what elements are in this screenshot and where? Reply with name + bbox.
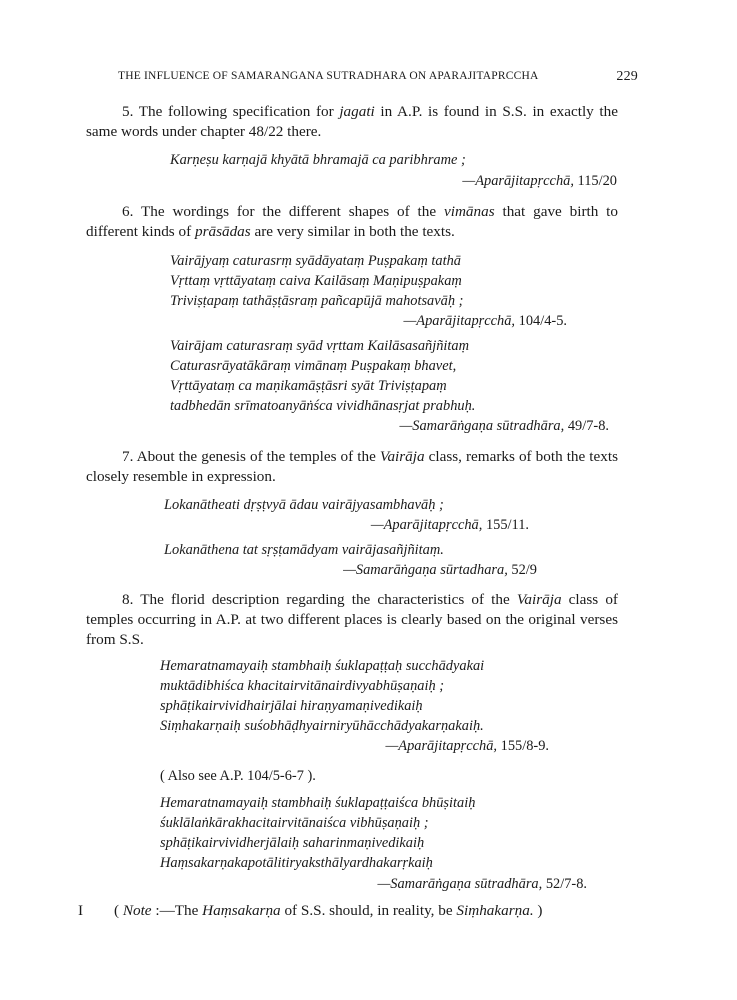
paragraph-text: About the genesis of the temples of the — [136, 448, 380, 465]
citation-reference: 104/4-5. — [518, 313, 567, 329]
verse-line: Lokanātheati dṛṣṭvyā ādau vairājyasambhavāḥ ; — [164, 497, 444, 513]
paragraph-6 — [86, 202, 618, 242]
verse-line: Vṛttāyataṃ ca maṇikamāṣṭāsri syāt Triviṣṭapaṃ — [170, 378, 447, 394]
verse-line: Vairājam caturasraṃ syād vṛttam Kailāsasañjñitaṃ — [170, 338, 470, 354]
verse-line: sphāṭikairvividherjālaiḥ saharinmaṇivedikaiḥ — [160, 835, 425, 851]
verse-line: sphāṭikairvividhairjālai hiraṇyamaṇivedikaiḥ — [160, 698, 423, 714]
verse-block — [170, 150, 466, 170]
citation-reference: 115/20 — [577, 173, 617, 189]
note-close: ) — [533, 902, 543, 919]
citation-reference: 155/11. — [485, 517, 529, 533]
citation-source: —Aparājitapṛcchā, — [403, 313, 516, 329]
citation-source: —Samarāṅgaṇa sūtradhāra, — [377, 876, 543, 892]
paragraph-8 — [86, 590, 618, 650]
paragraph-text: class of temples occurring in A.P. at two different places is clearly based on the original verses from S.S. — [86, 591, 618, 648]
verse-block — [160, 793, 475, 873]
also-see-note: ( Also see A.P. 104/5-6-7 ). — [160, 768, 316, 784]
verse-citation — [343, 562, 537, 579]
verse-citation — [385, 738, 549, 755]
sanskrit-term: Vairāja — [516, 591, 562, 608]
citation-source: —Aparājitapṛcchā, — [385, 738, 498, 754]
paragraph-number: 8. — [122, 591, 134, 608]
note-middle: of S.S. should, in reality, be — [280, 902, 457, 919]
citation-source: —Samarāṅgaṇa sūtradhāra, — [399, 418, 565, 434]
verse-citation — [462, 173, 617, 190]
running-header — [118, 70, 638, 82]
paragraph-text: The following specification for — [138, 103, 340, 120]
sanskrit-term: Siṃhakarṇa. — [456, 902, 534, 919]
sanskrit-term: Haṃsakarṇa — [202, 902, 281, 919]
verse-line: Karṇeṣu karṇajā khyātā bhramajā ca paribhrame ; — [170, 152, 466, 168]
verse-line: Caturasrāyatākāraṃ vimānaṃ Puṣpakaṃ bhavet, — [170, 358, 457, 374]
verse-block — [170, 251, 463, 311]
verse-block — [170, 336, 475, 416]
verse-line: Haṃsakarṇakapotālitiryaksthālyardhakarṛkaiḥ — [160, 855, 433, 871]
verse-line: Hemaratnamayaiḥ stambhaiḥ śuklapaṭṭaḥ succhādyakai — [160, 658, 485, 674]
note-open: ( — [114, 902, 123, 919]
note-label: Note — [122, 902, 152, 919]
paragraph-text: The wordings for the different shapes of the — [140, 203, 444, 220]
paragraph-text: class, remarks of both the texts closely resemble in expression. — [86, 448, 618, 485]
sanskrit-term: vimānas — [443, 203, 495, 220]
paragraph-text: The florid description regarding the characteristics of the — [140, 591, 517, 608]
citation-source: —Aparājitapṛcchā, — [462, 173, 574, 189]
paragraph-text: are very similar in both the texts. — [250, 223, 455, 240]
verse-citation — [403, 313, 567, 330]
citation-source: —Aparājitapṛcchā, — [370, 517, 483, 533]
running-title: THE INFLUENCE OF SAMARANGANA SUTRADHARA ON APARAJITAPRCCHA — [118, 70, 539, 82]
sanskrit-term: jagati — [339, 103, 375, 120]
verse-line: Vṛttaṃ vṛttāyataṃ caiva Kailāsaṃ Maṇipuṣpakaṃ — [170, 273, 462, 289]
paragraph-text: that gave birth to different kinds of — [86, 203, 618, 240]
verse-block — [164, 495, 444, 515]
page-number: 229 — [616, 69, 638, 84]
margin-mark: I — [78, 902, 84, 919]
verse-block — [160, 656, 484, 736]
paragraph-number: 6. — [122, 203, 134, 220]
verse-citation — [378, 876, 588, 893]
paragraph-5 — [86, 102, 618, 142]
paragraph-7 — [86, 447, 618, 487]
citation-reference: 49/7-8. — [567, 418, 609, 434]
verse-line: Siṃhakarṇaiḥ suśobhāḍhyairniryūhācchādyakarṇakaiḥ. — [160, 718, 484, 734]
verse-line: Hemaratnamayaiḥ stambhaiḥ śuklapaṭṭaiśca bhūṣitaiḥ — [160, 795, 476, 811]
verse-citation — [400, 418, 610, 435]
citation-reference: 52/7-8. — [545, 876, 587, 892]
verse-citation — [371, 517, 529, 534]
verse-line: Lokanāthena tat sṛṣṭamādyam vairājasañjñitaṃ. — [164, 542, 444, 558]
verse-line: Triviṣṭapaṃ tathāṣṭāsraṃ pañcapūjā mahotsavāḥ ; — [170, 293, 464, 309]
sanskrit-term: prāsādas — [194, 223, 251, 240]
verse-line: Vairājyaṃ caturasrṃ syādāyataṃ Puṣpakaṃ tathā — [170, 253, 461, 269]
paragraph-number: 7. — [122, 448, 134, 465]
sanskrit-term: Vairāja — [379, 448, 425, 465]
paragraph-text: in A.P. is found in S.S. in exactly the same words under chapter 48/22 there. — [86, 103, 618, 140]
citation-reference: 52/9 — [511, 562, 537, 578]
verse-line: muktādibhiśca khacitairvitānairdivyabhūṣaṇaiḥ ; — [160, 678, 445, 694]
verse-line: śuklālaṅkārakhacitairvitānaiśca vibhūṣaṇaiḥ ; — [160, 815, 429, 831]
citation-source: —Samarāṅgaṇa sūrtadhara, — [343, 562, 508, 578]
note-text — [114, 902, 542, 920]
verse-block — [164, 540, 444, 560]
citation-reference: 155/8-9. — [500, 738, 549, 754]
verse-line: tadbhedān srīmatoanyāṅśca vividhānasṛjat prabhuḥ. — [170, 398, 476, 414]
note-label-suffix: :—The — [151, 902, 203, 919]
paragraph-number: 5. — [122, 103, 134, 120]
